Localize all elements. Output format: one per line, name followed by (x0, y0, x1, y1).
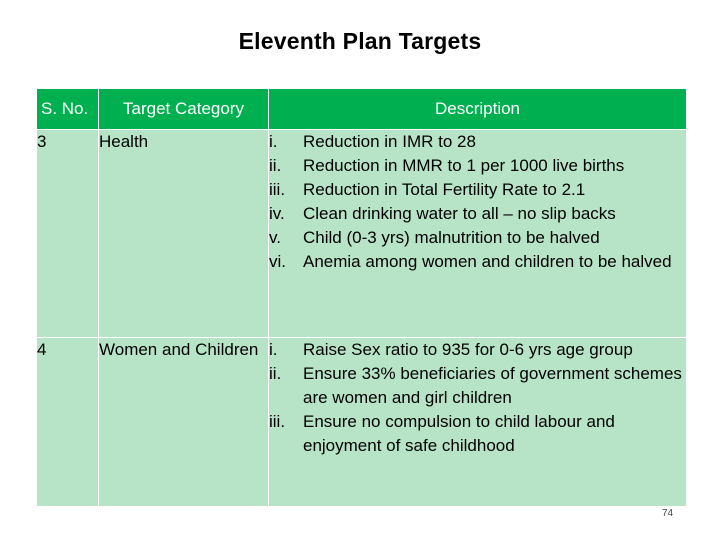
list-item (269, 226, 686, 250)
item-text: Reduction in Total Fertility Rate to 2.1 (303, 180, 586, 199)
cell-category: Health (99, 130, 269, 338)
targets-table (36, 88, 687, 507)
list-item (269, 178, 686, 202)
target-list (269, 338, 686, 458)
list-item (269, 154, 686, 178)
cell-description (269, 130, 687, 338)
list-item (269, 410, 686, 458)
list-item (269, 362, 686, 410)
table-row (37, 130, 687, 338)
target-list (269, 130, 686, 274)
item-text: Clean drinking water to all – no slip backs (303, 204, 616, 223)
item-number: vi. (269, 252, 286, 271)
item-number: iii. (269, 412, 286, 431)
cell-sno: 3 (37, 130, 99, 338)
item-number: iii. (269, 180, 286, 199)
item-number: v. (269, 228, 281, 247)
list-item (269, 250, 686, 274)
item-text: Ensure no compulsion to child labour and enjoyment of safe childhood (303, 412, 615, 455)
item-text: Reduction in MMR to 1 per 1000 live births (303, 156, 625, 175)
header-category: Target Category (99, 89, 269, 130)
item-number: iv. (269, 204, 285, 223)
item-text: Child (0-3 yrs) malnutrition to be halved (303, 228, 600, 247)
page-title: Eleventh Plan Targets (238, 28, 482, 54)
item-number: i. (269, 340, 278, 359)
cell-sno: 4 (37, 338, 99, 507)
item-number: ii. (269, 156, 282, 175)
cell-category: Women and Children (99, 338, 269, 507)
list-item (269, 130, 686, 154)
cell-description (269, 338, 687, 507)
item-number: ii. (269, 364, 282, 383)
list-item (269, 338, 686, 362)
page-number: 74 (662, 508, 674, 519)
list-item (269, 202, 686, 226)
table-row (37, 338, 687, 507)
item-text: Ensure 33% beneficiaries of government schemes are women and girl children (303, 364, 682, 407)
item-text: Reduction in IMR to 28 (303, 132, 476, 151)
item-text: Raise Sex ratio to 935 for 0-6 yrs age group (303, 340, 633, 359)
header-description: Description (269, 89, 687, 130)
header-sno: S. No. (37, 89, 99, 130)
item-number: i. (269, 132, 278, 151)
item-text: Anemia among women and children to be halved (303, 252, 672, 271)
table-header-row (37, 89, 687, 130)
